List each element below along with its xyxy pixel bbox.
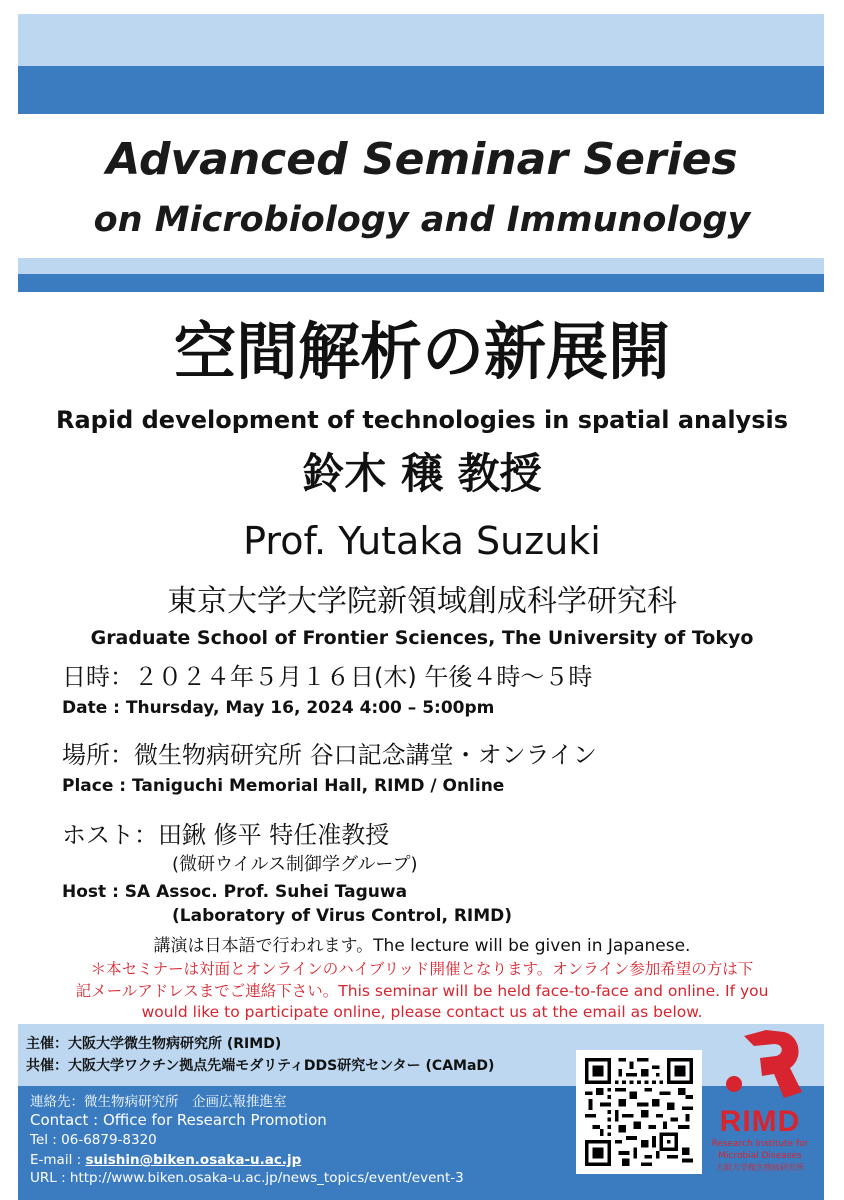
organizer-main: 主催：大阪大学微生物病研究所 (RIMD) xyxy=(26,1036,282,1052)
host-en: Host : SA Assoc. Prof. Suhei Taguwa xyxy=(62,882,408,902)
contact-email-label: E-mail : xyxy=(30,1152,86,1168)
hybrid-note-line3: would like to participate online, please contact us at the email as below. xyxy=(141,1003,703,1021)
contact-en: Contact : Office for Research Promotion xyxy=(30,1111,327,1129)
date-en: Date : Thursday, May 16, 2024 4:00 – 5:00pm xyxy=(62,698,495,718)
top-band-light xyxy=(18,14,824,66)
talk-title-ja: 空間解析の新展開 xyxy=(173,315,670,388)
place-en: Place : Taniguchi Memorial Hall, RIMD / Online xyxy=(62,776,505,796)
qr-code-icon[interactable] xyxy=(584,1058,694,1166)
hybrid-note-line2: 記メールアドレスまでご連絡下さい。This seminar will be held face-to-face and online. If you xyxy=(75,982,769,1000)
rimd-logo xyxy=(704,1026,816,1184)
rimd-logo-name: RIMD xyxy=(719,1105,801,1138)
speaker-name-ja: 鈴木 穣 教授 xyxy=(302,449,542,498)
contact-email-row xyxy=(30,1150,301,1170)
series-title-line2: on Microbiology and Immunology xyxy=(93,200,751,240)
host-group-en: (Laboratory of Virus Control, RIMD) xyxy=(172,906,513,926)
speaker-name-en: Prof. Yutaka Suzuki xyxy=(243,519,601,563)
contact-tel: Tel : 06-6879-8320 xyxy=(30,1132,157,1148)
talk-title-en: Rapid development of technologies in spatial analysis xyxy=(56,406,788,434)
contact-ja: 連絡先：微生物病研究所 企画広報推進室 xyxy=(30,1094,287,1110)
speaker-affiliation-en: Graduate School of Frontier Sciences, The University of Tokyo xyxy=(90,627,754,649)
speaker-affiliation-ja: 東京大学大学院新領域創成科学研究科 xyxy=(167,584,677,619)
top-band-dark xyxy=(18,66,824,114)
mid-band-dark xyxy=(18,274,824,292)
mid-band-light xyxy=(18,258,824,274)
rimd-logo-sub2: Microbial Diseases xyxy=(718,1151,802,1161)
rimd-logo-icon xyxy=(704,1026,816,1108)
hybrid-note-line1: ＊本セミナーは対面とオンラインのハイブリッド開催となります。オンライン参加希望の方は下 xyxy=(90,960,754,978)
date-ja: 日時：２０２４年５月１６日(木) 午後４時～５時 xyxy=(62,663,593,691)
rimd-logo-sub1: Research Institute for xyxy=(711,1139,809,1149)
host-group-ja: (微研ウイルス制御学グループ) xyxy=(172,854,418,875)
contact-url[interactable]: URL : http://www.biken.osaka-u.ac.jp/news_topics/event/event-3 xyxy=(30,1170,464,1186)
rimd-logo-sub3: 大阪大学微生物病研究所 xyxy=(716,1163,804,1172)
place-ja: 場所：微生物病研究所 谷口記念講堂・オンライン xyxy=(62,741,597,769)
language-note: 講演は日本語で行われます。The lecture will be given in Japanese. xyxy=(153,936,691,956)
organizer-co: 共催：大阪大学ワクチン拠点先端モダリティDDS研究センター (CAMaD) xyxy=(26,1058,495,1074)
contact-email-link[interactable]: suishin@biken.osaka-u.ac.jp xyxy=(85,1152,302,1168)
host-ja: ホスト：田鍬 修平 特任准教授 xyxy=(62,821,390,849)
series-title-line1: Advanced Seminar Series xyxy=(106,134,738,185)
